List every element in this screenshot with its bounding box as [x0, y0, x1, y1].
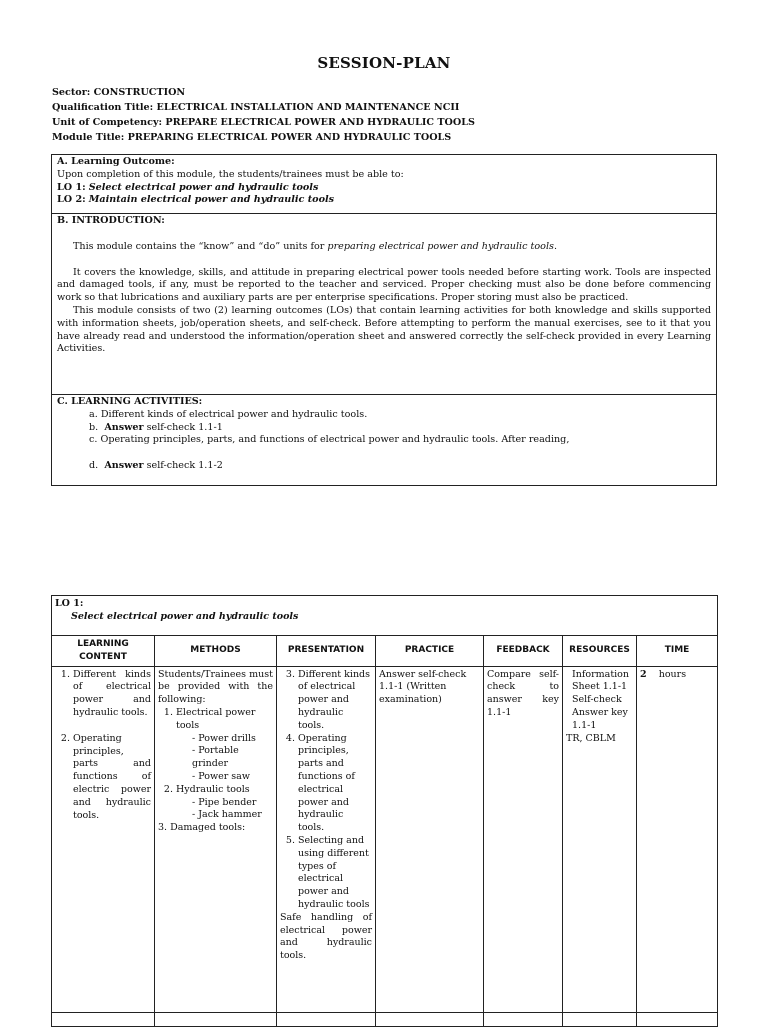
resource-item: Information Sheet 1.1-1 [572, 668, 630, 693]
header-learning-content: LEARNING CONTENT [52, 636, 155, 667]
module-line: Module Title: PREPARING ELECTRICAL POWER AND HYDRAULIC TOOLS [52, 132, 452, 143]
methods-sub-item: - Power saw [192, 771, 273, 784]
table-row [52, 666, 718, 1012]
introduction-section [51, 213, 717, 395]
intro-paragraph-3: This module consists of two (2) learning outcomes (LOs) that contain learning activities for both knowledge and skills supported with information sheets, job/operation sheets, and self-check. Before attempting to perform the manual exercises, see to it that you have already read and understood the information/operation sheet and answered correctly the self-check provided in every Learning Activities. [57, 304, 711, 355]
activity-c: c. Operating principles, parts, and functions of electrical power and hydraulic tools. After reading, [89, 434, 570, 446]
page-title: SESSION-PLAN [317, 54, 451, 72]
methods-cell [155, 666, 277, 1012]
header-feedback: FEEDBACK [484, 636, 563, 667]
lo-title-cell: LO 1: Select electrical power and hydraulic tools [52, 596, 718, 636]
section-a-heading: A. Learning Outcome: [57, 156, 175, 167]
methods-sub-item: - Pipe bender [192, 797, 273, 810]
time-unit: hours [658, 668, 687, 680]
resource-item: TR, CBLM [566, 732, 616, 744]
feedback-cell: Compare self-check to answer key 1.1-1 [484, 666, 563, 1012]
lo2-line: LO 2: Maintain electrical power and hydraulic tools [57, 194, 335, 206]
content-item-2: 2. Operating principles, parts and functions of electric power and hydraulic tools. [73, 733, 151, 823]
column-header-row [52, 636, 718, 667]
time-cell [637, 666, 718, 1012]
methods-sub-item: - Jack hammer [192, 809, 273, 822]
header-time: TIME [637, 636, 718, 667]
methods-item-1: 1. Electrical power tools - Power drills - Portable grinder - Power saw [176, 707, 273, 784]
learning-content-cell [52, 666, 155, 1012]
learning-outcome-section [51, 154, 717, 214]
presentation-tail: Safe handling of electrical power and hydraulic tools. [280, 911, 372, 962]
header-practice: PRACTICE [376, 636, 484, 667]
activity-b: b. Answer self-check 1.1-1 [89, 421, 223, 433]
presentation-cell [277, 666, 376, 1012]
presentation-item: 4. Operating principles, parts and functions of electrical power and hydraulic tools. [298, 733, 372, 835]
methods-item-3: 3. Damaged tools: [158, 822, 246, 834]
practice-cell: Answer self-check 1.1-1 (Written examination) [376, 666, 484, 1012]
lo-header-row [52, 596, 718, 636]
methods-item-2: 2. Hydraulic tools - Pipe bender - Jack hammer [176, 784, 273, 822]
section-b-heading: B. INTRODUCTION: [57, 215, 165, 226]
resource-item: Self-check Answer key 1.1-1 [572, 694, 628, 731]
learning-activities-section [51, 394, 717, 486]
sector-line: Sector: CONSTRUCTION [52, 87, 186, 98]
header-resources: RESOURCES [563, 636, 637, 667]
qualification-line: Qualification Title: ELECTRICAL INSTALLATION AND MAINTENANCE NCII [52, 102, 460, 113]
resources-cell [563, 666, 637, 1012]
header-presentation: PRESENTATION [277, 636, 376, 667]
content-item-1: 1. Different kinds of electrical power and hydraulic tools. [73, 669, 151, 720]
activity-d: d. Answer self-check 1.1-2 [89, 460, 223, 472]
intro-paragraph-1: This module contains the “know” and “do” units for preparing electrical power and hydraulic tools. [73, 240, 558, 252]
header-methods: METHODS [155, 636, 277, 667]
methods-sub-item: - Portable grinder [192, 745, 273, 771]
methods-sub-item: - Power drills [192, 733, 273, 746]
section-c-heading: C. LEARNING ACTIVITIES: [57, 396, 203, 407]
presentation-item: 5. Selecting and using different types of electrical power and hydraulic tools [298, 835, 372, 912]
lo1-line: LO 1: Select electrical power and hydraulic tools [57, 181, 319, 193]
presentation-item: 3. Different kinds of electrical power and hydraulic tools. [298, 669, 372, 733]
activity-a: a. Different kinds of electrical power and hydraulic tools. [89, 408, 368, 420]
intro-paragraph-2: It covers the knowledge, skills, and attitude in preparing electrical power tools needed before starting work. Tools are inspected and damaged tools, if any, must be reported to the teacher and serviced. Proper checking must also be done before commencing work so that lubrications and auxiliary parts are per enterprise specifications. Proper storing must also be practiced. [57, 266, 711, 304]
unit-line: Unit of Competency: PREPARE ELECTRICAL POWER AND HYDRAULIC TOOLS [52, 117, 475, 128]
time-number: 2 [640, 668, 647, 680]
section-a-intro: Upon completion of this module, the students/trainees must be able to: [57, 168, 404, 180]
methods-intro: Students/Trainees must be provided with the following: [158, 668, 273, 706]
lo1-session-table [51, 595, 718, 1027]
